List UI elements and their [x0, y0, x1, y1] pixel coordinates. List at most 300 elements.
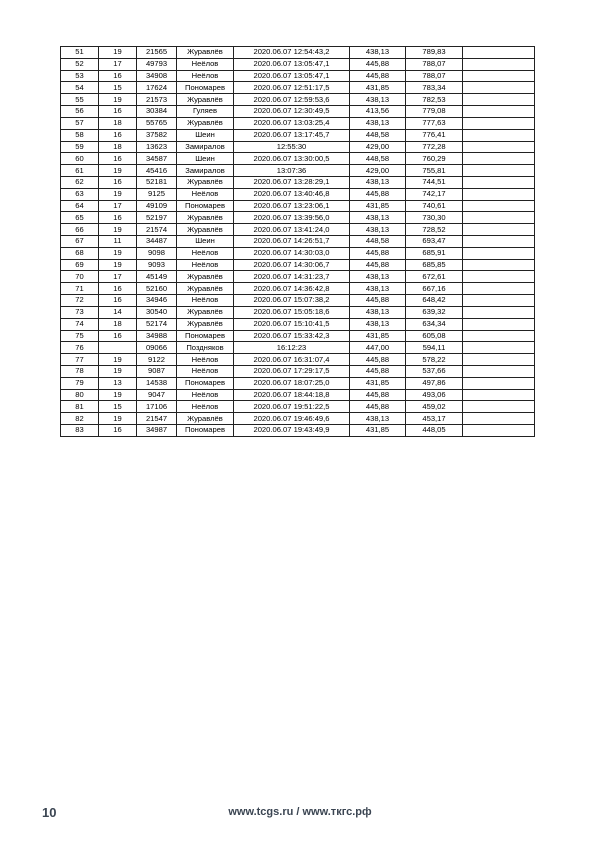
distance-cell: 438,13 — [350, 47, 406, 59]
owner-cell: Шеин — [177, 236, 234, 248]
table-row — [61, 200, 535, 212]
owner-cell: Неёлов — [177, 354, 234, 366]
owner-cell: Неёлов — [177, 70, 234, 82]
place-cell: 82 — [61, 413, 99, 425]
arrival-time-cell: 2020.06.07 13:40:46,8 — [234, 188, 350, 200]
extra-cell — [463, 389, 535, 401]
arrival-time-cell: 2020.06.07 13:17:45,7 — [234, 129, 350, 141]
extra-cell — [463, 306, 535, 318]
ring-number-cell: 21565 — [137, 47, 177, 59]
group-cell: 19 — [99, 47, 137, 59]
group-cell: 19 — [99, 188, 137, 200]
table-row — [61, 165, 535, 177]
ring-number-cell: 21573 — [137, 94, 177, 106]
extra-cell — [463, 200, 535, 212]
ring-number-cell: 21547 — [137, 413, 177, 425]
owner-cell: Неёлов — [177, 259, 234, 271]
table-row — [61, 342, 535, 354]
place-cell: 61 — [61, 165, 99, 177]
ring-number-cell: 34987 — [137, 425, 177, 437]
place-cell: 63 — [61, 188, 99, 200]
table-row — [61, 330, 535, 342]
arrival-time-cell: 2020.06.07 14:26:51,7 — [234, 236, 350, 248]
distance-cell: 429,00 — [350, 165, 406, 177]
group-cell: 19 — [99, 224, 137, 236]
extra-cell — [463, 129, 535, 141]
owner-cell: Журавлёв — [177, 283, 234, 295]
speed-cell: 777,63 — [406, 117, 463, 129]
speed-cell: 448,05 — [406, 425, 463, 437]
place-cell: 51 — [61, 47, 99, 59]
owner-cell: Журавлёв — [177, 224, 234, 236]
arrival-time-cell: 2020.06.07 16:31:07,4 — [234, 354, 350, 366]
table-row — [61, 306, 535, 318]
speed-cell: 639,32 — [406, 306, 463, 318]
table-row — [61, 212, 535, 224]
distance-cell: 438,13 — [350, 176, 406, 188]
owner-cell: Неёлов — [177, 188, 234, 200]
place-cell: 56 — [61, 106, 99, 118]
speed-cell: 760,29 — [406, 153, 463, 165]
group-cell: 16 — [99, 70, 137, 82]
extra-cell — [463, 354, 535, 366]
group-cell: 17 — [99, 58, 137, 70]
arrival-time-cell: 2020.06.07 12:59:53,6 — [234, 94, 350, 106]
table-row — [61, 70, 535, 82]
ring-number-cell: 34988 — [137, 330, 177, 342]
table-row — [61, 365, 535, 377]
place-cell: 64 — [61, 200, 99, 212]
arrival-time-cell: 2020.06.07 19:46:49,6 — [234, 413, 350, 425]
group-cell: 11 — [99, 236, 137, 248]
speed-cell: 772,28 — [406, 141, 463, 153]
ring-number-cell: 49793 — [137, 58, 177, 70]
arrival-time-cell: 2020.06.07 15:05:18,6 — [234, 306, 350, 318]
table-row — [61, 141, 535, 153]
speed-cell: 693,47 — [406, 236, 463, 248]
ring-number-cell: 49109 — [137, 200, 177, 212]
speed-cell: 497,86 — [406, 377, 463, 389]
extra-cell — [463, 295, 535, 307]
arrival-time-cell: 2020.06.07 19:43:49,9 — [234, 425, 350, 437]
place-cell: 69 — [61, 259, 99, 271]
place-cell: 83 — [61, 425, 99, 437]
distance-cell: 438,13 — [350, 413, 406, 425]
distance-cell: 445,88 — [350, 295, 406, 307]
speed-cell: 453,17 — [406, 413, 463, 425]
ring-number-cell: 52174 — [137, 318, 177, 330]
owner-cell: Пономарев — [177, 82, 234, 94]
distance-cell: 429,00 — [350, 141, 406, 153]
extra-cell — [463, 153, 535, 165]
speed-cell: 776,41 — [406, 129, 463, 141]
place-cell: 73 — [61, 306, 99, 318]
distance-cell: 445,88 — [350, 389, 406, 401]
group-cell: 16 — [99, 212, 137, 224]
distance-cell: 438,13 — [350, 94, 406, 106]
group-cell: 13 — [99, 377, 137, 389]
owner-cell: Журавлёв — [177, 212, 234, 224]
group-cell: 14 — [99, 306, 137, 318]
speed-cell: 730,30 — [406, 212, 463, 224]
group-cell: 16 — [99, 283, 137, 295]
owner-cell: Шеин — [177, 129, 234, 141]
extra-cell — [463, 188, 535, 200]
group-cell: 18 — [99, 141, 137, 153]
arrival-time-cell: 2020.06.07 17:29:17,5 — [234, 365, 350, 377]
owner-cell: Журавлёв — [177, 176, 234, 188]
group-cell: 19 — [99, 354, 137, 366]
table-row — [61, 283, 535, 295]
results-table-body — [61, 47, 535, 437]
ring-number-cell: 9087 — [137, 365, 177, 377]
place-cell: 52 — [61, 58, 99, 70]
extra-cell — [463, 271, 535, 283]
distance-cell: 438,13 — [350, 117, 406, 129]
speed-cell: 788,07 — [406, 70, 463, 82]
ring-number-cell: 34946 — [137, 295, 177, 307]
group-cell: 19 — [99, 247, 137, 259]
ring-number-cell: 52160 — [137, 283, 177, 295]
group-cell: 17 — [99, 271, 137, 283]
place-cell: 57 — [61, 117, 99, 129]
arrival-time-cell: 2020.06.07 13:30:00,5 — [234, 153, 350, 165]
ring-number-cell: 45416 — [137, 165, 177, 177]
owner-cell: Журавлёв — [177, 306, 234, 318]
speed-cell: 685,91 — [406, 247, 463, 259]
place-cell: 74 — [61, 318, 99, 330]
speed-cell: 493,06 — [406, 389, 463, 401]
arrival-time-cell: 2020.06.07 13:41:24,0 — [234, 224, 350, 236]
table-row — [61, 129, 535, 141]
table-row — [61, 389, 535, 401]
arrival-time-cell: 2020.06.07 12:54:43,2 — [234, 47, 350, 59]
owner-cell: Журавлёв — [177, 318, 234, 330]
arrival-time-cell: 2020.06.07 14:36:42,8 — [234, 283, 350, 295]
group-cell: 19 — [99, 259, 137, 271]
speed-cell: 667,16 — [406, 283, 463, 295]
speed-cell: 594,11 — [406, 342, 463, 354]
table-row — [61, 153, 535, 165]
group-cell: 16 — [99, 330, 137, 342]
group-cell: 16 — [99, 129, 137, 141]
ring-number-cell: 34587 — [137, 153, 177, 165]
arrival-time-cell: 2020.06.07 13:28:29,1 — [234, 176, 350, 188]
table-row — [61, 259, 535, 271]
owner-cell: Неёлов — [177, 365, 234, 377]
extra-cell — [463, 58, 535, 70]
owner-cell: Неёлов — [177, 295, 234, 307]
page-number: 10 — [42, 805, 57, 820]
ring-number-cell: 21574 — [137, 224, 177, 236]
ring-number-cell: 09066 — [137, 342, 177, 354]
extra-cell — [463, 70, 535, 82]
extra-cell — [463, 247, 535, 259]
extra-cell — [463, 330, 535, 342]
table-row — [61, 401, 535, 413]
ring-number-cell: 52181 — [137, 176, 177, 188]
arrival-time-cell: 2020.06.07 13:05:47,1 — [234, 70, 350, 82]
place-cell: 54 — [61, 82, 99, 94]
distance-cell: 445,88 — [350, 354, 406, 366]
ring-number-cell: 9093 — [137, 259, 177, 271]
group-cell: 16 — [99, 153, 137, 165]
arrival-time-cell: 2020.06.07 14:31:23,7 — [234, 271, 350, 283]
speed-cell: 779,08 — [406, 106, 463, 118]
table-row — [61, 425, 535, 437]
table-row — [61, 354, 535, 366]
distance-cell: 438,13 — [350, 318, 406, 330]
extra-cell — [463, 106, 535, 118]
speed-cell: 634,34 — [406, 318, 463, 330]
footer-website-links: www.tcgs.ru / www.ткгс.рф — [228, 806, 372, 818]
place-cell: 81 — [61, 401, 99, 413]
group-cell: 19 — [99, 413, 137, 425]
table-row — [61, 247, 535, 259]
extra-cell — [463, 224, 535, 236]
ring-number-cell: 17624 — [137, 82, 177, 94]
owner-cell: Замиралов — [177, 165, 234, 177]
extra-cell — [463, 401, 535, 413]
group-cell — [99, 342, 137, 354]
ring-number-cell: 45149 — [137, 271, 177, 283]
arrival-time-cell: 2020.06.07 19:51:22,5 — [234, 401, 350, 413]
place-cell: 66 — [61, 224, 99, 236]
distance-cell: 438,13 — [350, 212, 406, 224]
table-row — [61, 188, 535, 200]
owner-cell: Пономарев — [177, 377, 234, 389]
speed-cell: 789,83 — [406, 47, 463, 59]
distance-cell: 445,88 — [350, 188, 406, 200]
table-row — [61, 58, 535, 70]
extra-cell — [463, 212, 535, 224]
speed-cell: 782,53 — [406, 94, 463, 106]
ring-number-cell: 30540 — [137, 306, 177, 318]
table-row — [61, 318, 535, 330]
place-cell: 68 — [61, 247, 99, 259]
group-cell: 16 — [99, 106, 137, 118]
distance-cell: 447,00 — [350, 342, 406, 354]
arrival-time-cell: 2020.06.07 18:44:18,8 — [234, 389, 350, 401]
place-cell: 79 — [61, 377, 99, 389]
place-cell: 58 — [61, 129, 99, 141]
owner-cell: Неёлов — [177, 247, 234, 259]
speed-cell: 744,51 — [406, 176, 463, 188]
group-cell: 16 — [99, 425, 137, 437]
place-cell: 75 — [61, 330, 99, 342]
extra-cell — [463, 165, 535, 177]
owner-cell: Шеин — [177, 153, 234, 165]
group-cell: 17 — [99, 200, 137, 212]
arrival-time-cell: 12:55:30 — [234, 141, 350, 153]
place-cell: 60 — [61, 153, 99, 165]
group-cell: 18 — [99, 318, 137, 330]
arrival-time-cell: 2020.06.07 15:33:42,3 — [234, 330, 350, 342]
table-row — [61, 176, 535, 188]
speed-cell: 578,22 — [406, 354, 463, 366]
group-cell: 18 — [99, 117, 137, 129]
extra-cell — [463, 259, 535, 271]
owner-cell: Журавлёв — [177, 47, 234, 59]
group-cell: 19 — [99, 165, 137, 177]
arrival-time-cell: 2020.06.07 13:03:25,4 — [234, 117, 350, 129]
speed-cell: 459,02 — [406, 401, 463, 413]
distance-cell: 431,85 — [350, 377, 406, 389]
table-row — [61, 271, 535, 283]
arrival-time-cell: 2020.06.07 13:39:56,0 — [234, 212, 350, 224]
ring-number-cell: 14538 — [137, 377, 177, 389]
distance-cell: 431,85 — [350, 82, 406, 94]
arrival-time-cell: 2020.06.07 12:30:49,5 — [234, 106, 350, 118]
group-cell: 19 — [99, 389, 137, 401]
distance-cell: 431,85 — [350, 200, 406, 212]
distance-cell: 445,88 — [350, 70, 406, 82]
place-cell: 65 — [61, 212, 99, 224]
owner-cell: Неёлов — [177, 58, 234, 70]
extra-cell — [463, 141, 535, 153]
group-cell: 15 — [99, 401, 137, 413]
arrival-time-cell: 2020.06.07 13:05:47,1 — [234, 58, 350, 70]
table-row — [61, 295, 535, 307]
owner-cell: Поздняков — [177, 342, 234, 354]
owner-cell: Журавлёв — [177, 117, 234, 129]
place-cell: 80 — [61, 389, 99, 401]
ring-number-cell: 30384 — [137, 106, 177, 118]
distance-cell: 445,88 — [350, 401, 406, 413]
table-row — [61, 236, 535, 248]
place-cell: 71 — [61, 283, 99, 295]
group-cell: 19 — [99, 365, 137, 377]
owner-cell: Гуляев — [177, 106, 234, 118]
ring-number-cell: 52197 — [137, 212, 177, 224]
extra-cell — [463, 413, 535, 425]
distance-cell: 448,58 — [350, 153, 406, 165]
extra-cell — [463, 425, 535, 437]
group-cell: 16 — [99, 295, 137, 307]
extra-cell — [463, 236, 535, 248]
distance-cell: 448,58 — [350, 129, 406, 141]
extra-cell — [463, 377, 535, 389]
group-cell: 19 — [99, 94, 137, 106]
speed-cell: 788,07 — [406, 58, 463, 70]
distance-cell: 445,88 — [350, 365, 406, 377]
distance-cell: 413,56 — [350, 106, 406, 118]
place-cell: 77 — [61, 354, 99, 366]
distance-cell: 448,58 — [350, 236, 406, 248]
table-row — [61, 106, 535, 118]
table-row — [61, 94, 535, 106]
place-cell: 78 — [61, 365, 99, 377]
table-row — [61, 377, 535, 389]
table-row — [61, 47, 535, 59]
owner-cell: Замиралов — [177, 141, 234, 153]
ring-number-cell: 37582 — [137, 129, 177, 141]
ring-number-cell: 9125 — [137, 188, 177, 200]
results-table — [60, 46, 535, 437]
place-cell: 62 — [61, 176, 99, 188]
ring-number-cell: 55765 — [137, 117, 177, 129]
place-cell: 72 — [61, 295, 99, 307]
owner-cell: Пономарев — [177, 425, 234, 437]
place-cell: 67 — [61, 236, 99, 248]
extra-cell — [463, 283, 535, 295]
extra-cell — [463, 82, 535, 94]
ring-number-cell: 9098 — [137, 247, 177, 259]
ring-number-cell: 34487 — [137, 236, 177, 248]
arrival-time-cell: 2020.06.07 14:30:06,7 — [234, 259, 350, 271]
extra-cell — [463, 176, 535, 188]
extra-cell — [463, 342, 535, 354]
distance-cell: 431,85 — [350, 330, 406, 342]
owner-cell: Неёлов — [177, 401, 234, 413]
table-row — [61, 82, 535, 94]
ring-number-cell: 34908 — [137, 70, 177, 82]
distance-cell: 438,13 — [350, 306, 406, 318]
distance-cell: 438,13 — [350, 283, 406, 295]
owner-cell: Журавлёв — [177, 413, 234, 425]
owner-cell: Пономарев — [177, 200, 234, 212]
place-cell: 53 — [61, 70, 99, 82]
ring-number-cell: 9047 — [137, 389, 177, 401]
table-row — [61, 117, 535, 129]
speed-cell: 728,52 — [406, 224, 463, 236]
ring-number-cell: 9122 — [137, 354, 177, 366]
place-cell: 70 — [61, 271, 99, 283]
owner-cell: Журавлёв — [177, 271, 234, 283]
arrival-time-cell: 2020.06.07 13:23:06,1 — [234, 200, 350, 212]
owner-cell: Журавлёв — [177, 94, 234, 106]
distance-cell: 431,85 — [350, 425, 406, 437]
distance-cell: 445,88 — [350, 259, 406, 271]
speed-cell: 685,85 — [406, 259, 463, 271]
extra-cell — [463, 94, 535, 106]
distance-cell: 445,88 — [350, 247, 406, 259]
group-cell: 15 — [99, 82, 137, 94]
arrival-time-cell: 2020.06.07 14:30:03,0 — [234, 247, 350, 259]
arrival-time-cell: 16:12:23 — [234, 342, 350, 354]
extra-cell — [463, 365, 535, 377]
speed-cell: 783,34 — [406, 82, 463, 94]
extra-cell — [463, 47, 535, 59]
place-cell: 76 — [61, 342, 99, 354]
place-cell: 55 — [61, 94, 99, 106]
owner-cell: Пономарев — [177, 330, 234, 342]
speed-cell: 742,17 — [406, 188, 463, 200]
speed-cell: 755,81 — [406, 165, 463, 177]
place-cell: 59 — [61, 141, 99, 153]
arrival-time-cell: 2020.06.07 15:10:41,5 — [234, 318, 350, 330]
speed-cell: 605,08 — [406, 330, 463, 342]
speed-cell: 648,42 — [406, 295, 463, 307]
ring-number-cell: 13623 — [137, 141, 177, 153]
table-row — [61, 413, 535, 425]
owner-cell: Неёлов — [177, 389, 234, 401]
arrival-time-cell: 2020.06.07 15:07:38,2 — [234, 295, 350, 307]
distance-cell: 438,13 — [350, 271, 406, 283]
extra-cell — [463, 318, 535, 330]
distance-cell: 438,13 — [350, 224, 406, 236]
table-row — [61, 224, 535, 236]
ring-number-cell: 17106 — [137, 401, 177, 413]
extra-cell — [463, 117, 535, 129]
distance-cell: 445,88 — [350, 58, 406, 70]
arrival-time-cell: 2020.06.07 18:07:25,0 — [234, 377, 350, 389]
speed-cell: 672,61 — [406, 271, 463, 283]
speed-cell: 537,66 — [406, 365, 463, 377]
arrival-time-cell: 2020.06.07 12:51:17,5 — [234, 82, 350, 94]
speed-cell: 740,61 — [406, 200, 463, 212]
group-cell: 16 — [99, 176, 137, 188]
